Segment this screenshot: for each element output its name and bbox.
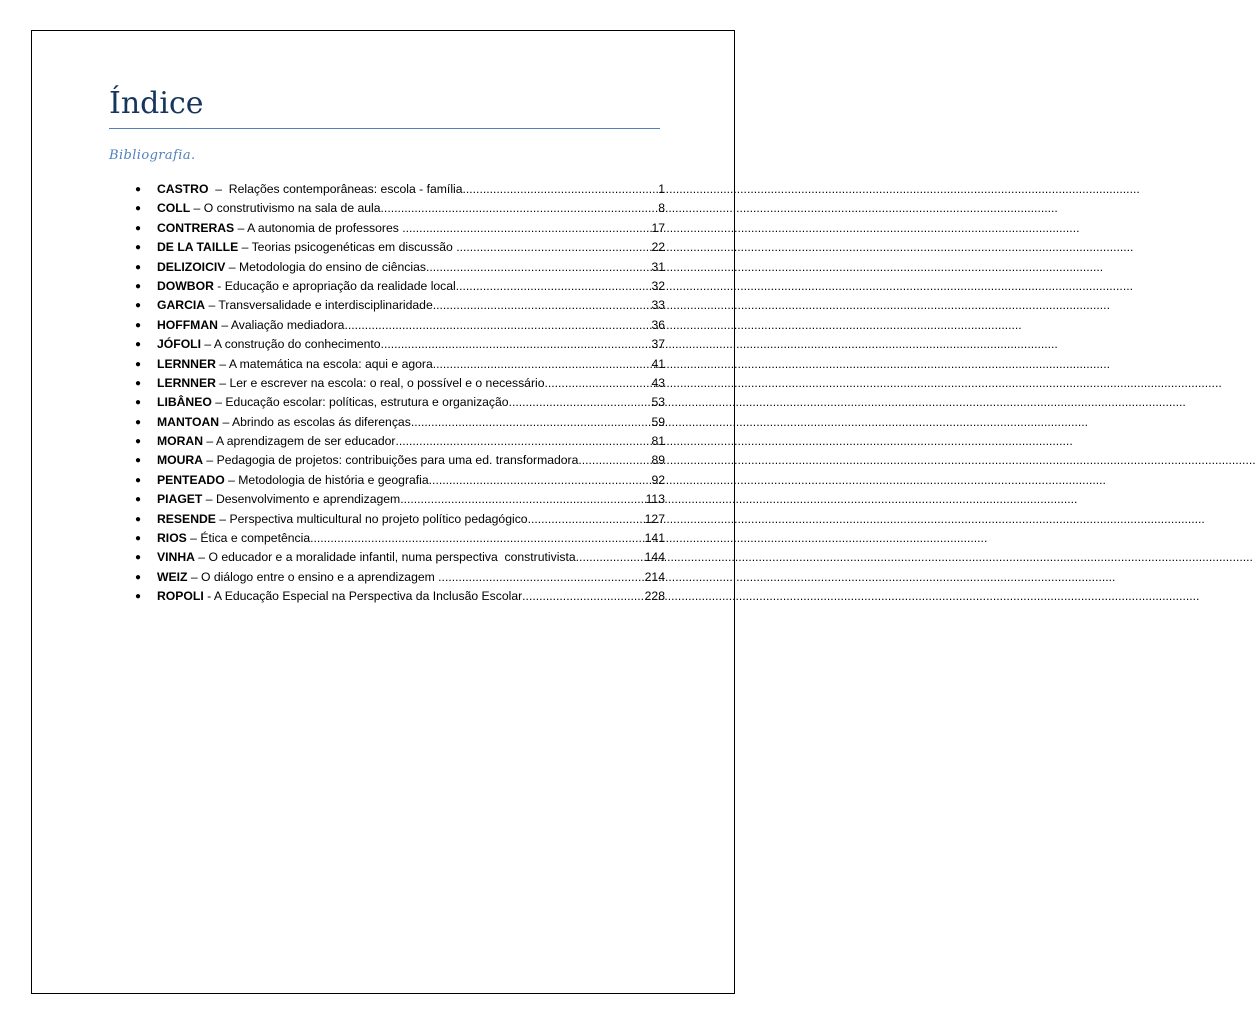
toc-entry[interactable]: [135, 355, 665, 374]
toc-entry-author: MORAN: [157, 434, 204, 449]
toc-entry-title: Abrindo as escolas ás diferenças: [231, 414, 411, 429]
toc-entry-page-number: 17: [651, 220, 665, 235]
toc-entry[interactable]: [135, 219, 665, 238]
dot-leader: [402, 219, 651, 238]
bullet-icon: ●: [135, 319, 142, 331]
toc-entry-author: RESENDE: [157, 511, 216, 526]
dot-leader: [433, 296, 652, 315]
bullet-icon: ●: [135, 242, 142, 254]
toc-entry-page-number: 144: [644, 550, 665, 565]
toc-entry-title: O construtivismo na sala de aula: [203, 201, 381, 216]
toc-entry-separator: –: [190, 201, 204, 216]
toc-entry-author: LERNNER: [157, 356, 216, 371]
dot-leader: [381, 335, 652, 354]
toc-entry[interactable]: [135, 238, 665, 257]
toc-entry-separator: –: [194, 550, 209, 565]
bullet-icon: ●: [135, 280, 142, 292]
toc-entry-page-number: 22: [651, 240, 665, 255]
toc-entry-separator: –: [224, 472, 239, 487]
bullet-icon: ●: [135, 455, 142, 467]
toc-entry-title: Ética e competência: [200, 531, 311, 546]
dot-leader: [344, 316, 651, 335]
toc-entry[interactable]: [135, 451, 665, 470]
toc-entry-author: CASTRO: [157, 182, 209, 196]
toc-entry-author: JÓFOLI: [157, 337, 202, 352]
toc-entry-author: CONTRERAS: [157, 220, 235, 235]
toc-entry-page-number: 214: [644, 569, 665, 584]
toc-entry-author: MANTOAN: [157, 414, 220, 429]
dot-leader: [545, 374, 652, 393]
toc-entry-title: Ler e escrever na escola: o real, o possível e o necessário: [229, 375, 545, 390]
bullet-icon: ●: [135, 261, 142, 273]
toc-entry-title: A construção do conhecimento: [213, 337, 381, 352]
toc-entry-separator: –: [234, 220, 248, 235]
toc-entry-title: O diálogo entre o ensino e a aprendizagem: [201, 569, 439, 584]
toc-entry-title: Avaliação mediadora: [230, 317, 345, 332]
table-of-contents: [135, 180, 665, 607]
toc-entry-separator: –: [201, 337, 214, 352]
toc-entry-author: DOWBOR: [157, 278, 214, 293]
toc-entry[interactable]: [135, 432, 665, 451]
toc-entry-separator: –: [215, 356, 229, 371]
bullet-icon: ●: [135, 358, 142, 370]
toc-entry-author: DE LA TAILLE: [157, 240, 239, 255]
toc-entry-title: Transversalidade e interdisciplinaridade: [218, 298, 433, 313]
toc-entry[interactable]: [135, 335, 665, 354]
toc-entry-page-number: 113: [645, 492, 665, 507]
toc-entry-separator: –: [187, 569, 202, 584]
dot-leader: [395, 432, 651, 451]
toc-entry-page-number: 228: [644, 589, 665, 604]
toc-entry-author: LERNNER: [157, 375, 216, 390]
toc-entry-title: Metodologia do ensino de ciências: [238, 259, 426, 274]
toc-entry[interactable]: [135, 277, 665, 296]
dot-leader: [522, 587, 644, 606]
toc-entry-separator: –: [211, 395, 226, 410]
bullet-icon: ●: [135, 416, 142, 428]
toc-entry-page-number: 43: [651, 375, 665, 390]
bullet-icon: ●: [135, 571, 142, 583]
dot-leader: [509, 393, 652, 412]
page-title: Índice: [109, 86, 204, 121]
toc-entry-separator: –: [203, 434, 216, 449]
toc-entry[interactable]: [135, 529, 665, 548]
toc-entry-title: A aprendizagem de ser educador: [215, 434, 396, 449]
toc-entry-separator: –: [219, 414, 232, 429]
toc-entry-author: LIBÂNEO: [157, 395, 212, 410]
dot-leader: [438, 568, 644, 587]
toc-entry-page-number: 127: [644, 511, 665, 526]
bullet-icon: ●: [135, 436, 142, 448]
toc-entry-author: PENTEADO: [157, 472, 225, 487]
toc-entry-author: VINHA: [157, 550, 195, 565]
toc-entry[interactable]: [135, 296, 665, 315]
toc-entry[interactable]: [135, 258, 665, 277]
section-subtitle: Bibliografia.: [109, 148, 196, 163]
toc-entry[interactable]: [135, 374, 665, 393]
toc-entry[interactable]: [135, 471, 665, 490]
title-underline: [109, 128, 660, 129]
toc-entry-separator: -: [213, 278, 225, 293]
toc-entry[interactable]: [135, 413, 665, 432]
dot-leader: [381, 199, 659, 218]
toc-entry-author: COLL: [157, 201, 191, 216]
bullet-icon: ●: [135, 222, 142, 234]
dot-leader: [429, 471, 652, 490]
toc-entry[interactable]: [135, 490, 665, 509]
bullet-icon: ●: [135, 591, 142, 603]
toc-entry[interactable]: [135, 316, 665, 335]
bullet-icon: ●: [135, 474, 142, 486]
dot-leader: [400, 490, 645, 509]
toc-entry-page-number: 36: [651, 317, 665, 332]
toc-entry-separator: –: [215, 511, 230, 526]
toc-entry[interactable]: [135, 199, 665, 218]
dot-leader: [463, 180, 659, 199]
toc-entry-separator: –: [186, 531, 201, 546]
toc-entry-title: Metodologia de história e geografia: [238, 472, 429, 487]
toc-entry-page-number: 59: [651, 414, 665, 429]
toc-entry-page-number: 31: [651, 259, 665, 274]
toc-entry-page-number: 8: [658, 201, 665, 216]
toc-entry[interactable]: [135, 548, 665, 567]
toc-entry[interactable]: [135, 568, 665, 587]
toc-entry[interactable]: [135, 180, 665, 199]
dot-leader: [433, 355, 652, 374]
toc-entry-page-number: 33: [651, 298, 665, 313]
toc-entry-title: O educador e a moralidade infantil, numa perspectiva construtivista: [208, 550, 576, 565]
toc-entry-title: Perspectiva multicultural no projeto político pedagógico: [229, 511, 528, 526]
toc-entry-author: WEIZ: [157, 569, 188, 584]
dot-leader: [456, 277, 652, 296]
toc-entry-separator: –: [217, 317, 231, 332]
toc-entry-page-number: 141: [644, 531, 665, 546]
toc-entry-author: DELIZOICIV: [157, 259, 226, 274]
bullet-icon: ●: [135, 552, 142, 564]
bullet-icon: ●: [135, 377, 142, 389]
toc-entry-title: Educação e apropriação da realidade local: [224, 278, 456, 293]
dot-leader: [426, 258, 651, 277]
bullet-icon: ●: [135, 300, 142, 312]
bullet-icon: ●: [135, 494, 142, 506]
bullet-icon: ●: [135, 184, 142, 195]
toc-entry-separator: –: [238, 240, 252, 255]
dot-leader: [310, 529, 645, 548]
toc-entry-separator: –: [225, 259, 239, 274]
bullet-icon: ●: [135, 533, 142, 545]
toc-entry-page-number: 41: [651, 356, 665, 371]
toc-entry-separator: –: [215, 375, 230, 390]
toc-entry-author: MOURA: [157, 453, 204, 468]
toc-entry-separator: –: [208, 182, 229, 196]
toc-entry-title: A autonomia de professores: [247, 220, 403, 235]
toc-entry-title: A Educação Especial na Perspectiva da Inclusão Escolar: [213, 589, 523, 604]
toc-entry-page-number: 92: [651, 472, 665, 487]
toc-entry-separator: –: [203, 453, 217, 468]
toc-entry-page-number: 89: [651, 453, 665, 468]
toc-entry-title: A matemática na escola: aqui e agora: [228, 356, 433, 371]
bullet-icon: ●: [135, 513, 142, 525]
toc-entry[interactable]: [135, 587, 665, 606]
dot-leader: [528, 510, 645, 529]
toc-entry-author: GARCIA: [157, 298, 206, 313]
toc-entry[interactable]: [135, 510, 665, 529]
bullet-icon: ●: [135, 339, 142, 351]
toc-entry-page-number: 32: [651, 278, 665, 293]
toc-entry-author: ROPOLI: [157, 589, 204, 604]
document-page: [31, 30, 735, 994]
toc-entry-page-number: 81: [651, 434, 665, 449]
bullet-icon: ●: [135, 397, 142, 409]
toc-entry-page-number: 53: [651, 395, 665, 410]
toc-entry-title: Relações contemporâneas: escola - família: [228, 182, 463, 196]
toc-entry-author: HOFFMAN: [157, 317, 218, 332]
dot-leader: [578, 451, 651, 470]
toc-entry[interactable]: [135, 393, 665, 412]
toc-entry-separator: –: [202, 492, 216, 507]
toc-entry-author: PIAGET: [157, 492, 203, 507]
toc-entry-title: Pedagogia de projetos: contribuições para uma ed. transformadora: [216, 453, 579, 468]
toc-entry-page-number: 37: [651, 337, 665, 352]
dot-leader: [576, 548, 645, 567]
toc-entry-title: Desenvolvimento e aprendizagem: [215, 492, 401, 507]
dot-leader: [456, 238, 651, 257]
bullet-icon: ●: [135, 203, 142, 215]
toc-entry-separator: -: [203, 589, 214, 604]
toc-entry-title: Educação escolar: políticas, estrutura e organização: [225, 395, 509, 410]
dot-leader: [411, 413, 652, 432]
toc-entry-title: Teorias psicogenéticas em discussão: [251, 240, 457, 255]
toc-entry-page-number: 1: [658, 182, 665, 196]
toc-entry-author: RIOS: [157, 531, 187, 546]
toc-entry-separator: –: [205, 298, 219, 313]
